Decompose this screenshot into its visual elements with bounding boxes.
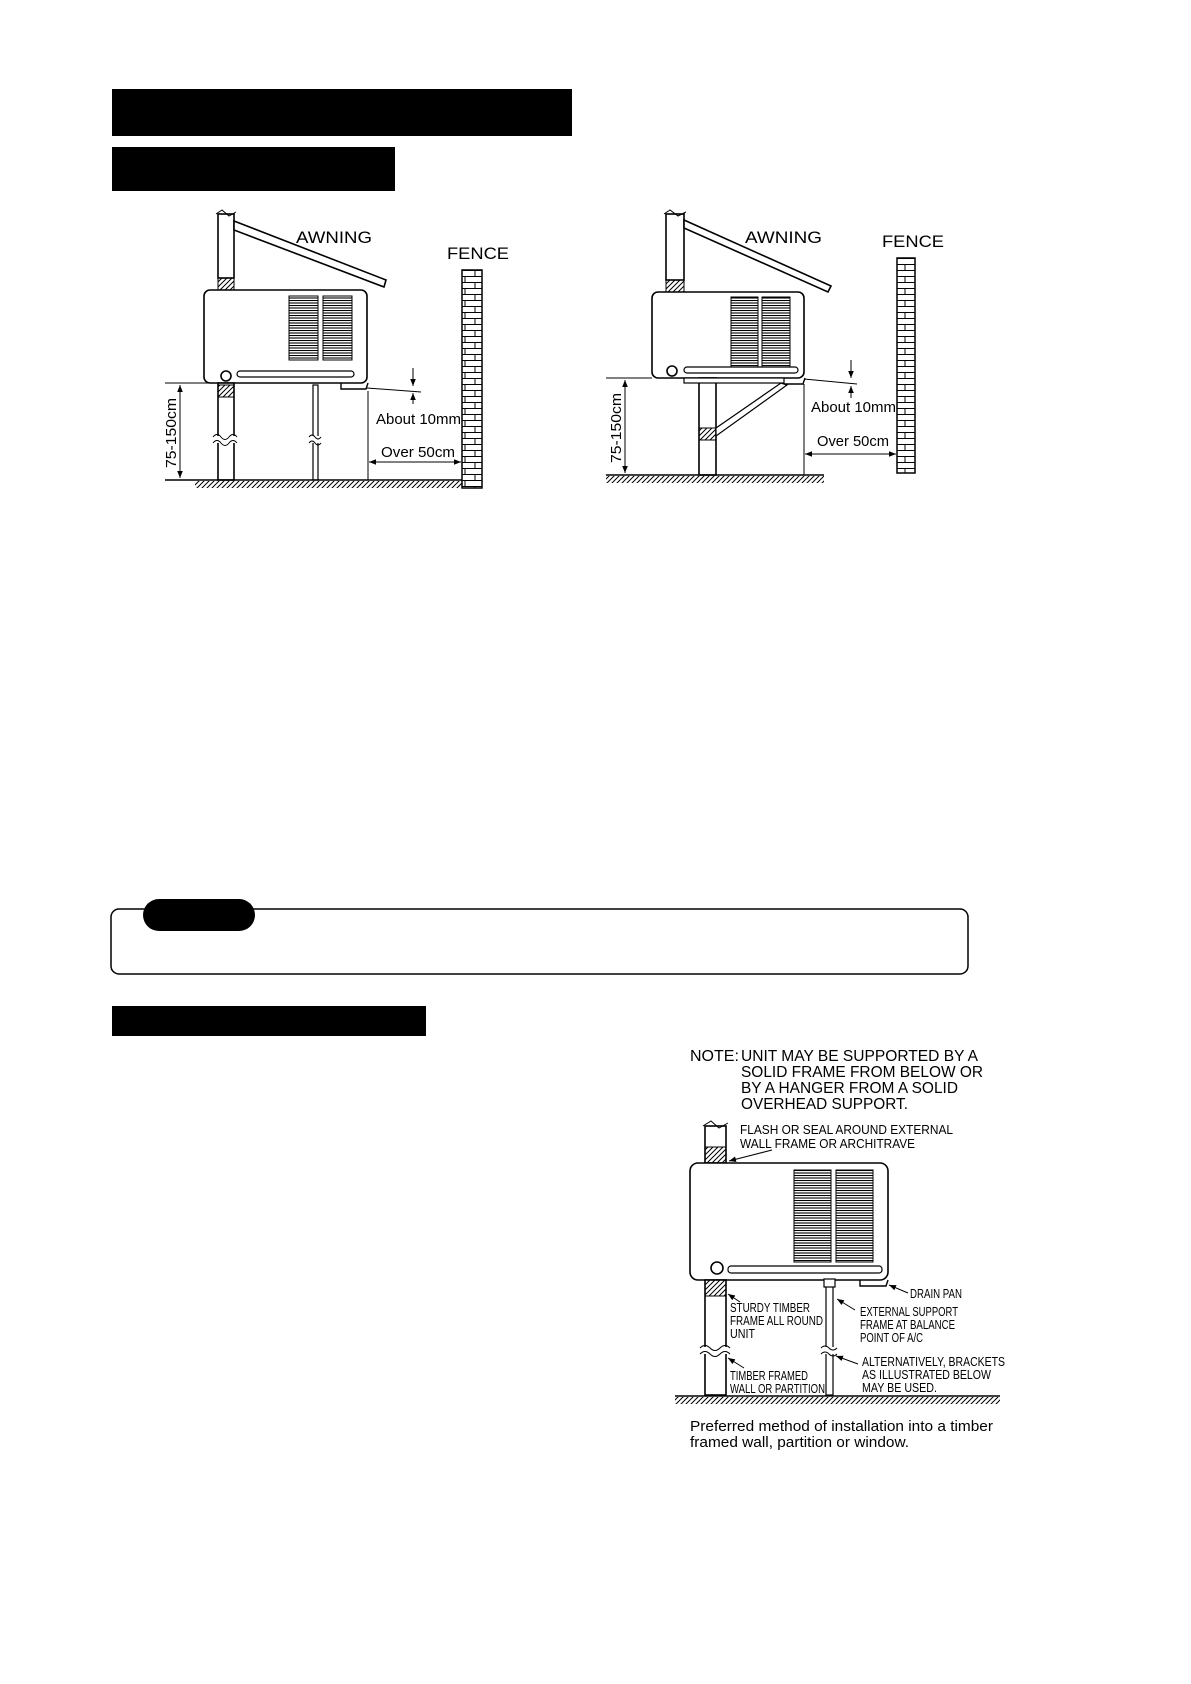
louver-grille-right — [762, 297, 790, 367]
lower-wall-hatch — [218, 385, 234, 397]
louver-grille-right — [323, 296, 352, 360]
note-line: SOLID FRAME FROM BELOW OR — [741, 1064, 983, 1081]
note-prefix: NOTE: — [690, 1048, 739, 1065]
sturdy-timber-label: UNIT — [730, 1327, 756, 1341]
awning-label: AWNING — [745, 228, 822, 247]
support-leg — [313, 385, 318, 480]
ground-hatch — [606, 476, 824, 483]
fence — [462, 270, 482, 488]
diagram-timber-frame-installation — [675, 1048, 1005, 1451]
subsection-heading-bar — [112, 147, 395, 191]
brackets-arrow — [836, 1356, 858, 1364]
unit-knob — [711, 1262, 723, 1274]
louver-grille-right — [836, 1170, 873, 1262]
note-line: UNIT MAY BE SUPPORTED BY A — [741, 1048, 979, 1065]
external-support-label: EXTERNAL SUPPORT — [860, 1305, 959, 1319]
note-line: OVERHEAD SUPPORT. — [741, 1096, 908, 1113]
external-support-leg — [826, 1286, 833, 1395]
diagram-caption: framed wall, partition or window. — [690, 1434, 909, 1451]
wall-seal-hatch — [666, 280, 684, 292]
louver-grille-left — [289, 296, 318, 360]
upper-wall — [218, 214, 234, 278]
gap-label: About 10mm — [811, 399, 896, 416]
diagram-caption: Preferred method of installation into a timber — [690, 1418, 993, 1435]
bracket-brace — [716, 383, 787, 436]
clearance-label: Over 50cm — [381, 444, 455, 461]
sturdy-timber-label: STURDY TIMBER — [730, 1301, 810, 1315]
clearance-label: Over 50cm — [817, 433, 889, 450]
support-foot — [824, 1279, 835, 1287]
ground-hatch — [675, 1397, 1000, 1404]
gap-reference-line — [367, 388, 421, 392]
height-label: 75-150cm — [608, 396, 625, 463]
fence-label: FENCE — [447, 244, 509, 263]
note-box — [111, 899, 968, 974]
external-support-arrow — [837, 1299, 855, 1310]
fence — [897, 258, 915, 473]
sturdy-timber-label: FRAME ALL ROUND — [730, 1314, 823, 1328]
awning-label: AWNING — [296, 228, 372, 247]
diagram-floor-support-installation — [163, 210, 509, 488]
lower-wall — [218, 383, 234, 480]
brackets-label: ALTERNATIVELY, BRACKETS — [862, 1355, 1005, 1369]
louver-grille-left — [794, 1170, 831, 1262]
external-support-label: FRAME AT BALANCE — [860, 1318, 955, 1332]
upper-wall — [666, 214, 684, 280]
lower-wall-hatch — [705, 1280, 726, 1296]
louver-grille-left — [731, 297, 758, 367]
external-support-label: POINT OF A/C — [860, 1331, 923, 1345]
lower-wall-hatch — [699, 428, 716, 440]
drain-pan-label: DRAIN PAN — [910, 1287, 962, 1301]
unit-knob — [221, 371, 231, 381]
flash-arrow — [729, 1150, 772, 1161]
timber-framed-arrow — [728, 1358, 744, 1368]
flash-label: WALL FRAME OR ARCHITRAVE — [740, 1137, 915, 1151]
section-heading-bar-2 — [112, 1006, 426, 1036]
unit-slot — [684, 367, 798, 373]
gap-label: About 10mm — [376, 411, 461, 428]
diagram-bracket-support-installation — [606, 210, 944, 483]
lower-wall — [705, 1280, 726, 1395]
drain-pan — [860, 1280, 888, 1286]
wall-seal-hatch — [705, 1147, 726, 1163]
brackets-label: AS ILLUSTRATED BELOW — [862, 1368, 992, 1382]
drain-pan — [341, 383, 368, 389]
timber-framed-label: TIMBER FRAMED — [730, 1369, 808, 1383]
unit-knob — [667, 366, 677, 376]
note-line: BY A HANGER FROM A SOLID — [741, 1080, 958, 1097]
lower-wall — [699, 378, 716, 475]
fence-label: FENCE — [882, 232, 944, 251]
gap-reference-line — [804, 379, 857, 384]
unit-slot — [237, 371, 354, 377]
ground-hatch — [195, 481, 462, 488]
flash-label: FLASH OR SEAL AROUND EXTERNAL — [740, 1123, 954, 1137]
height-label: 75-150cm — [163, 401, 180, 468]
brackets-label: MAY BE USED. — [862, 1381, 937, 1395]
bracket-arm — [684, 378, 784, 383]
note-box-tag — [143, 899, 255, 931]
drain-pan-arrow — [889, 1285, 908, 1293]
section-heading-bar — [112, 89, 572, 136]
unit-slot — [728, 1266, 882, 1273]
timber-framed-label: WALL OR PARTITION — [730, 1382, 825, 1396]
wall-seal-hatch — [218, 278, 234, 290]
